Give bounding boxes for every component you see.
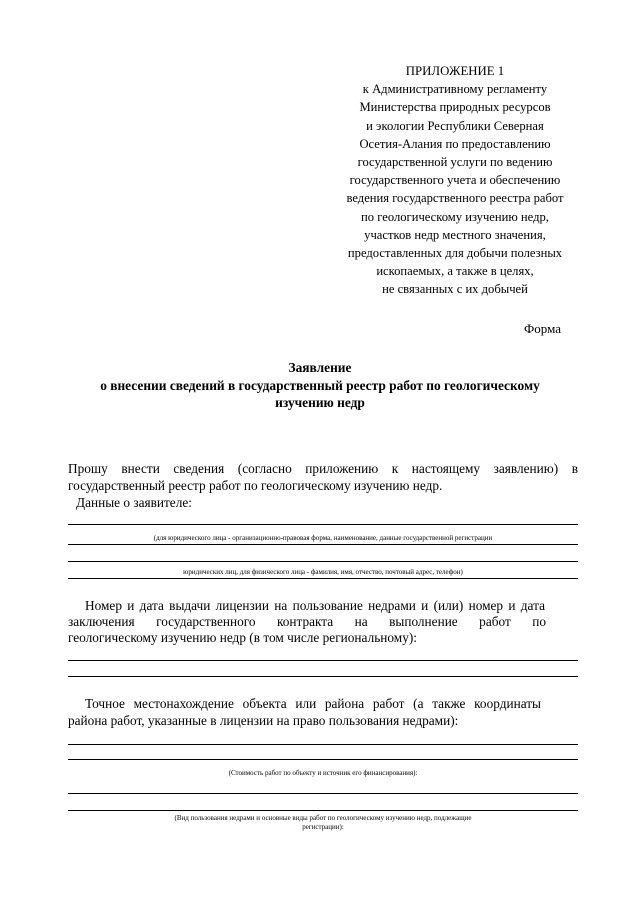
appendix-line: ведения государственного реестра работ bbox=[346, 191, 564, 206]
cost-hint: (Стоимость работ по объекту и источник его финансирования): bbox=[228, 769, 418, 777]
applicant-hint-2: юридических лиц, для физического лица - фамилия, имя, отчество, почтовый адрес, телефон) bbox=[183, 568, 463, 576]
request-line-2: государственный реестр работ по геологическому изучению недр. bbox=[68, 478, 443, 493]
appendix-line: по геологическому изучению недр, bbox=[361, 209, 549, 224]
appendix-line: Министерства природных ресурсов bbox=[359, 100, 551, 115]
applicant-input-line[interactable] bbox=[68, 544, 578, 545]
location-line-2: района работ, указанные в лицензии на право пользования недрами): bbox=[68, 713, 459, 728]
appendix-line: не связанных с их добычей bbox=[382, 282, 528, 297]
applicant-input-line[interactable] bbox=[68, 578, 578, 579]
appendix-line: ископаемых, а также в целях, bbox=[376, 264, 534, 279]
appendix-line: и экологии Республики Северная bbox=[366, 118, 544, 133]
license-line-3: геологическому изучению недр (в том числе региональному): bbox=[68, 630, 417, 645]
usage-input-line[interactable] bbox=[68, 810, 578, 811]
location-input-line[interactable] bbox=[68, 744, 578, 745]
heading-line-2: о внесении сведений в государственный реестр работ по геологическому bbox=[100, 377, 540, 393]
appendix-line: государственной услуги по ведению bbox=[357, 155, 553, 170]
heading-line-1: Заявление bbox=[288, 360, 352, 375]
appendix-header bbox=[300, 62, 610, 299]
appendix-line: государственного учета и обеспечению bbox=[349, 173, 561, 188]
applicant-input-line[interactable] bbox=[68, 524, 578, 525]
appendix-line: к Административному регламенту bbox=[362, 82, 548, 97]
heading-line-3: изучению недр bbox=[275, 395, 365, 410]
form-label: Форма bbox=[524, 321, 561, 336]
location-line-1: Точное местонахождение объекта или района работ (а также координаты bbox=[85, 696, 541, 711]
license-input-line[interactable] bbox=[68, 660, 578, 661]
applicant-hint-1: (для юридического лица - организационно-правовая форма, наименование, данные государственной регистрации bbox=[153, 534, 493, 542]
usage-hint-1: (Вид пользования недрами и основные виды работ по геологическому изучению недр, подлежащие bbox=[174, 814, 472, 822]
usage-input-line[interactable] bbox=[68, 793, 578, 794]
appendix-line: участков недр местного значения, bbox=[364, 227, 546, 242]
usage-hint-2: регистрации): bbox=[302, 823, 344, 831]
appendix-title: ПРИЛОЖЕНИЕ 1 bbox=[405, 64, 505, 78]
document-heading bbox=[40, 359, 600, 412]
appendix-line: предоставленных для добычи полезных bbox=[347, 246, 563, 261]
applicant-label: Данные о заявителе: bbox=[76, 495, 192, 510]
applicant-input-line[interactable] bbox=[68, 561, 578, 562]
appendix-line: Осетия-Алания по предоставлению bbox=[359, 136, 551, 151]
request-line-1: Прошу внести сведения (согласно приложению к настоящему заявлению) в bbox=[68, 461, 578, 476]
license-line-2: заключения государственного контракта на выполнение работ по bbox=[68, 614, 546, 629]
location-input-line[interactable] bbox=[68, 759, 578, 760]
license-input-line[interactable] bbox=[68, 676, 578, 677]
license-line-1: Номер и дата выдачи лицензии на пользование недрами и (или) номер и дата bbox=[85, 598, 545, 613]
